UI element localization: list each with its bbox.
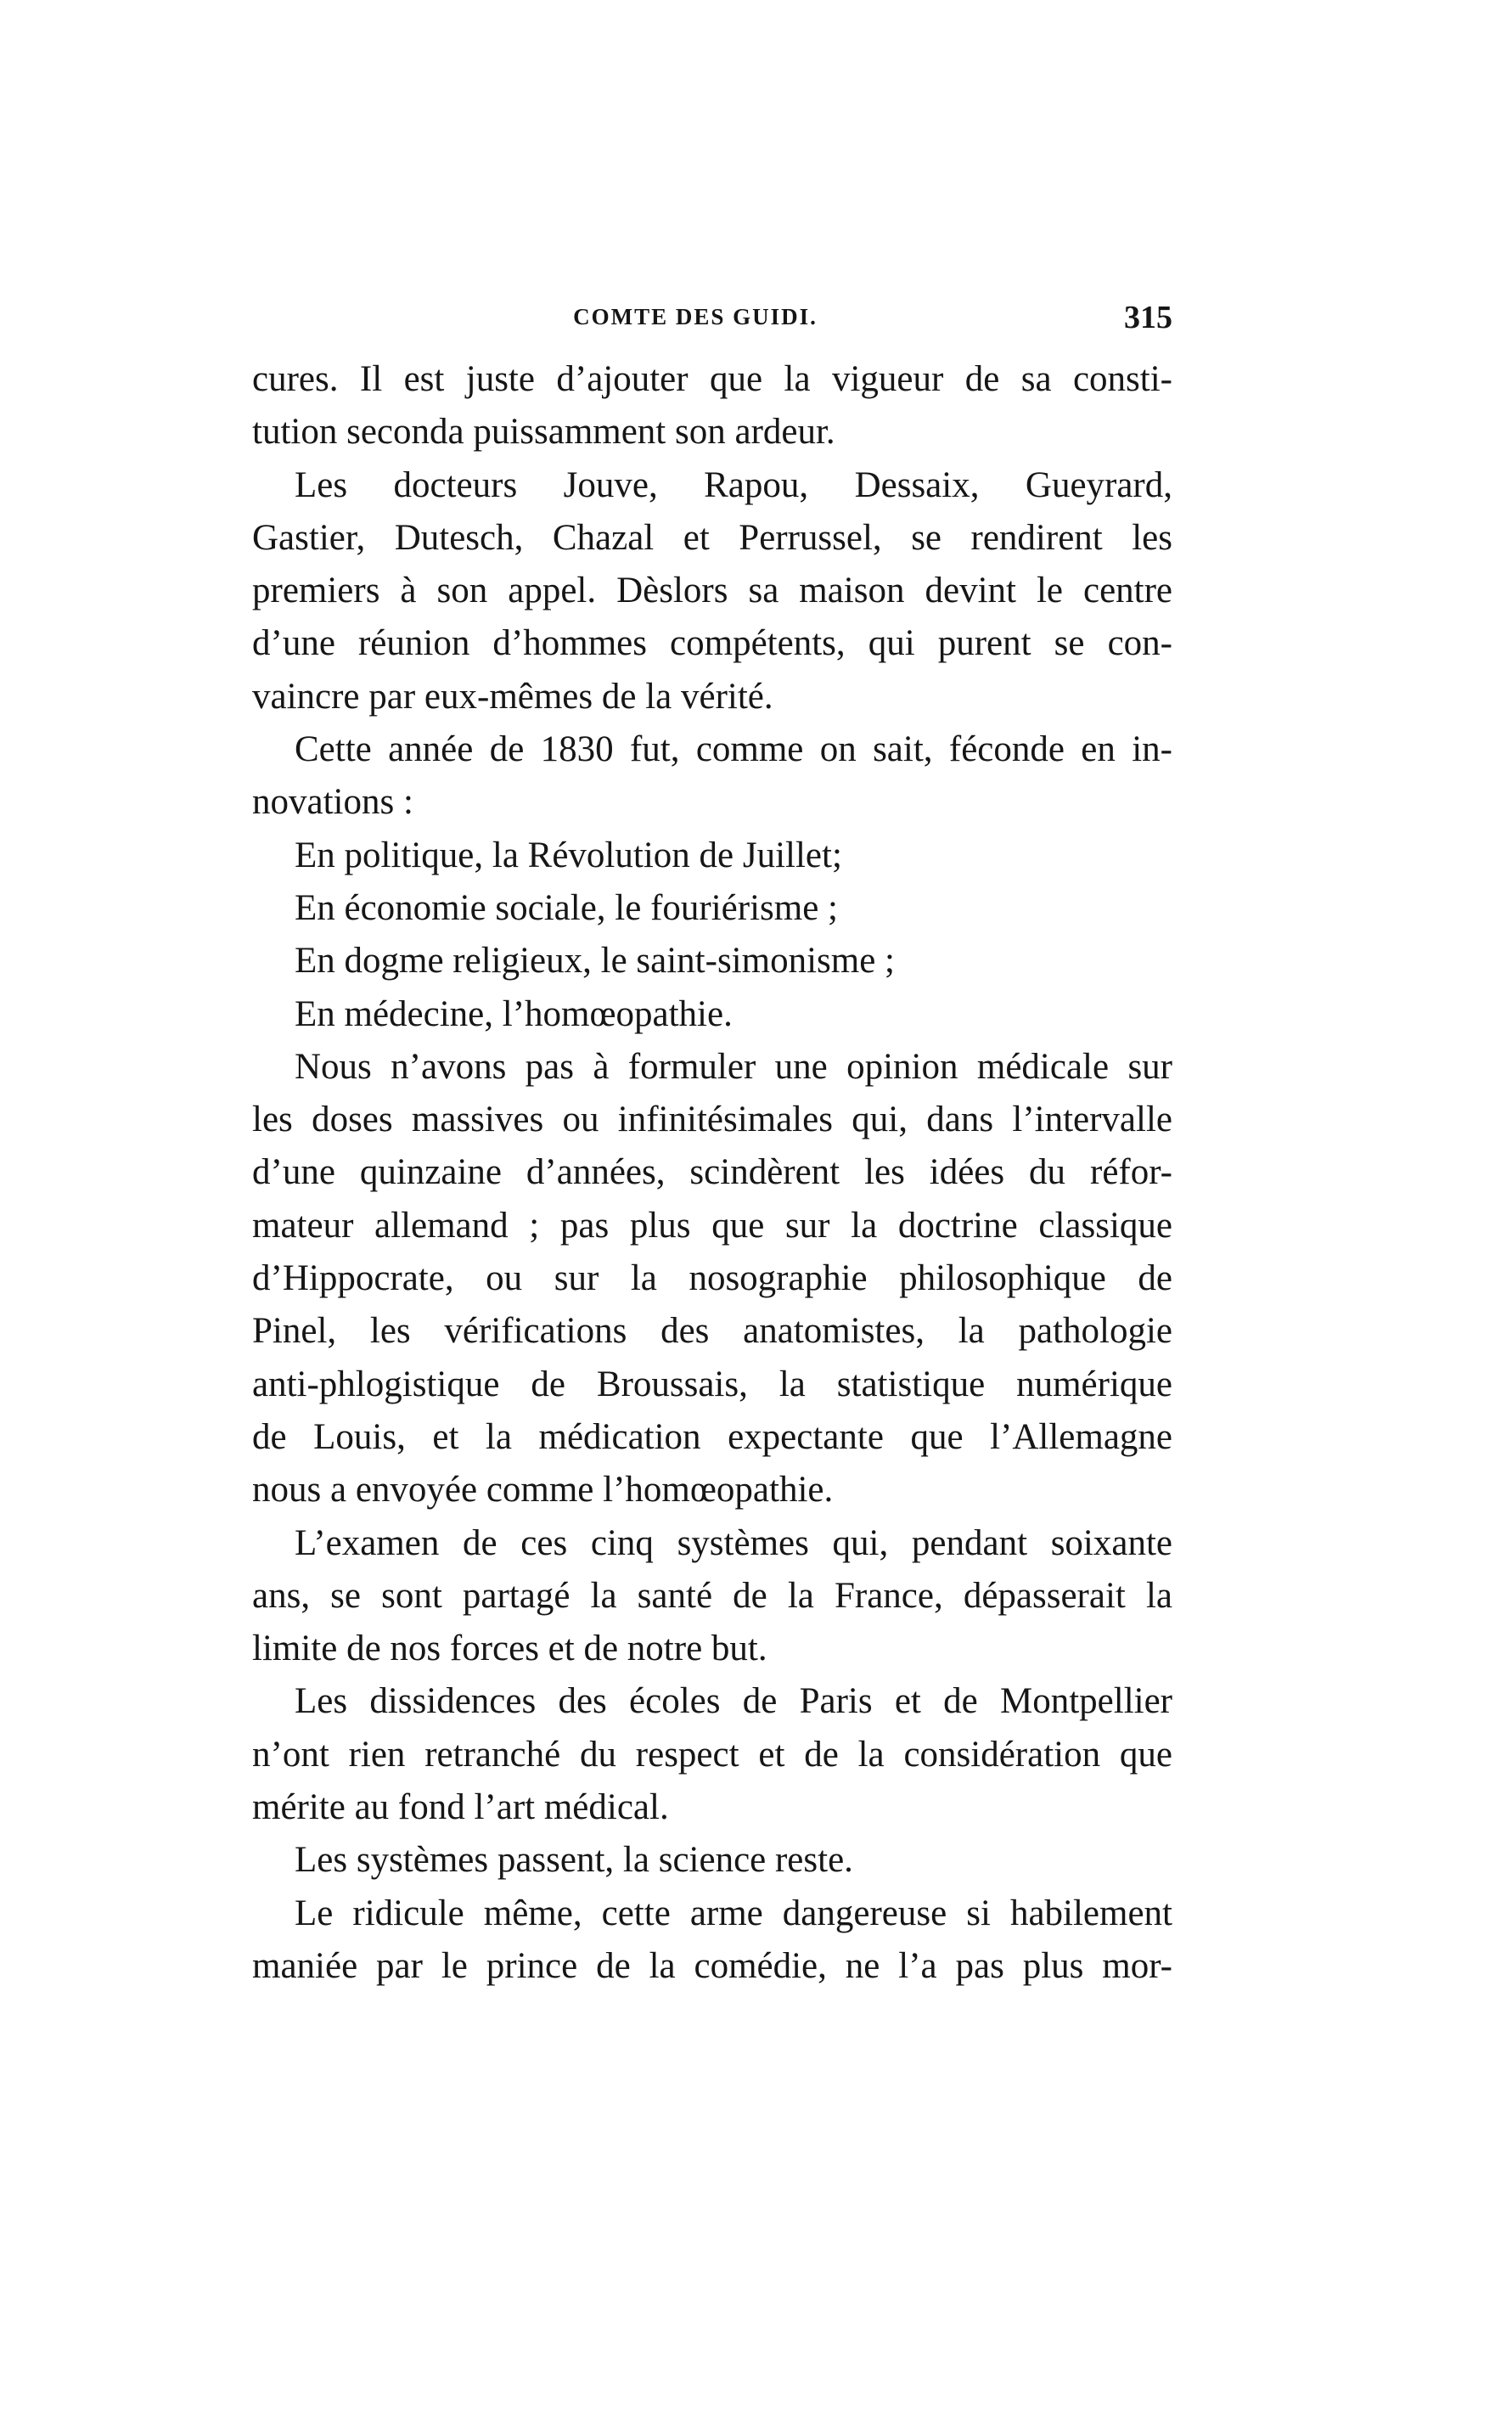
text-line: L’examen de ces cinq systèmes qui, pendant soixante [295,1522,1172,1563]
text-line: maniée par le prince de la comédie, ne l’a pas plus mor- [252,1945,1172,1986]
text-line: limite de nos forces et de notre but. [252,1629,767,1669]
page-number: 315 [1124,300,1172,335]
text-line: Les systèmes passent, la science reste. [295,1840,853,1881]
text-line: Les dissidences des écoles de Paris et de Montpellier [295,1681,1172,1722]
running-head [252,299,1172,336]
text-line: nous a envoyée comme l’homœopathie. [252,1470,834,1511]
text-line: mérite au fond l’art médical. [252,1787,669,1828]
text-line: anti-phlogistique de Broussais, la statistique numérique [252,1364,1172,1404]
text-line: Cette année de 1830 fut, comme on sait, féconde en in- [295,729,1172,770]
text-line: Pinel, les vérifications des anatomistes, la pathologie [252,1311,1172,1352]
running-head-title: COMTE DES GUIDI. [573,304,818,329]
text-line: Le ridicule même, cette arme dangereuse si habilement [295,1893,1172,1933]
text-line: En économie sociale, le fouriérisme ; [295,887,838,928]
text-line: d’Hippocrate, ou sur la nosographie philosophique de [252,1258,1172,1299]
text-line: d’une réunion d’hommes compétents, qui purent se con- [252,623,1172,664]
text-line: cures. Il est juste d’ajouter que la vigueur de sa consti- [252,359,1172,399]
text-line: Gastier, Dutesch, Chazal et Perrussel, se rendirent les [252,517,1172,558]
text-line: En médecine, l’homœopathie. [295,993,733,1034]
text-line: vaincre par eux-mêmes de la vérité. [252,676,773,717]
text-line: d’une quinzaine d’années, scindèrent les idées du réfor- [252,1152,1172,1193]
text-line: n’ont rien retranché du respect et de la considération que [252,1734,1172,1775]
text-line: ans, se sont partagé la santé de la France, dépasserait la [252,1575,1172,1616]
text-line: novations : [252,782,413,823]
body-text [252,353,1172,1993]
text-line: En politique, la Révolution de Juillet; [295,835,842,875]
text-line: mateur allemand ; pas plus que sur la doctrine classique [252,1205,1172,1246]
text-line: Nous n’avons pas à formuler une opinion médicale sur [295,1046,1172,1087]
text-line: les doses massives ou infinitésimales qui, dans l’intervalle [252,1100,1172,1140]
text-line: En dogme religieux, le saint-simonisme ; [295,941,895,982]
text-line: de Louis, et la médication expectante que l’Allemagne [252,1416,1172,1457]
text-line: tution seconda puissamment son ardeur. [252,412,835,453]
text-line: premiers à son appel. Dèslors sa maison devint le centre [252,571,1172,611]
text-line: Les docteurs Jouve, Rapou, Dessaix, Gueyrard, [295,464,1172,505]
